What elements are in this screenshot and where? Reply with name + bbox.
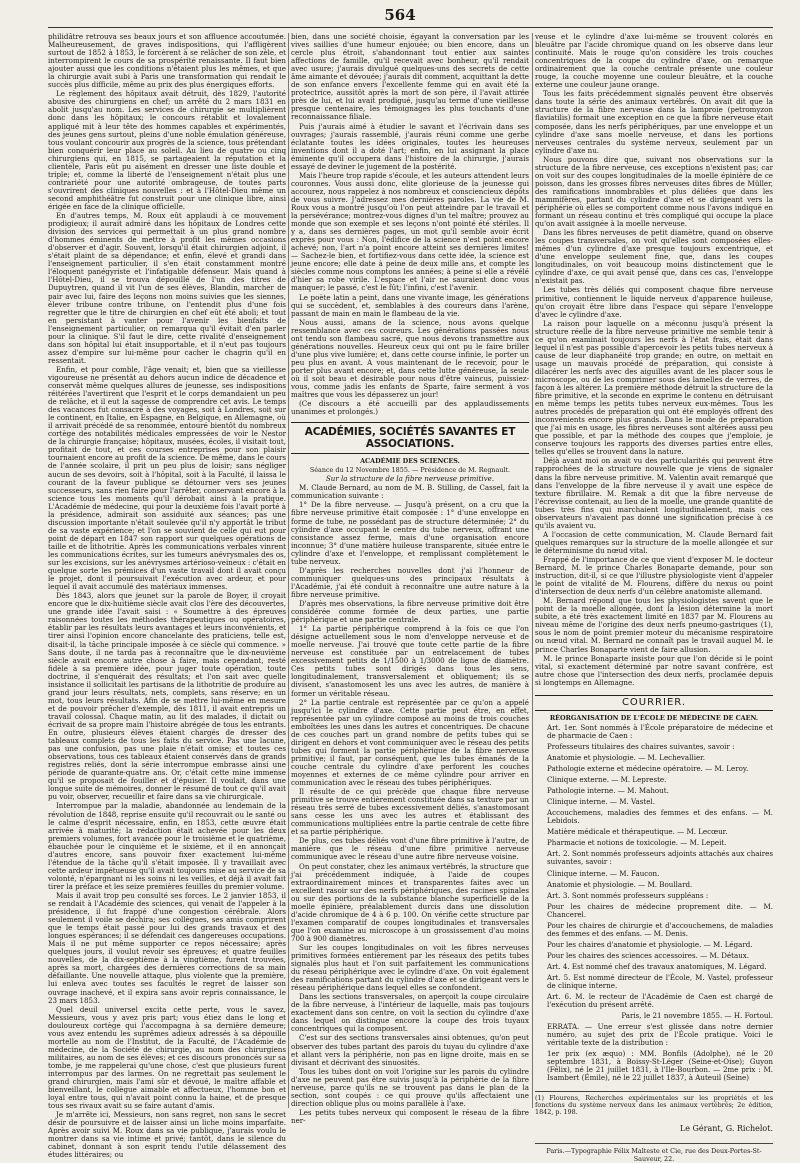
- courrier-item: Clinique externe. — M. Lepreste.: [547, 775, 667, 785]
- courrier-item: Matière médicale et thérapeutique. — M. Lecœur.: [547, 827, 728, 837]
- paragraph: Tous les tubes dont on voit l'origine sur les parois du cylindre d'axe ne peuvent pas être suivis jusqu'à la périphérie de la fibre nerveuse, parce qu'ils ne se trouvent pas dans le plan de la section, sont coupés : ce qui prouve qu'ils affectaient une direction oblique plus ou moins parallèle à l'axe.: [291, 1066, 529, 1108]
- courrier-item: Pour les chaires de chirurgie et d'accouchemens, de maladies des femmes et des enfans. — M. Denis.: [547, 920, 773, 938]
- paragraph: Sur les coupes longitudinales on voit les fibres nerveuses primitives formées entièrement par les réseaux des petits tubes signalés plus haut et l'on suit parfaitement les communications du réseau périphérique avec le cylindre d'axe. On voit également des ramifications partant du cylindre d'axe et se dirigeant vers le réseau périphérique dans lequel elles se confondent.: [291, 942, 529, 993]
- paragraph: Interrompue par la maladie, abandonnée au lendemain de la révolution de 1848, reprise ensuite qu'il recouvrait ou le santé ou le calme d'esprit nécessaire, enfin, en 1853, cette œuvre était arrivée à maturité; la rédaction était achevée pour les deux premiers volumes, fort avancée pour le troisième et le quatrième, ébauchée pour le cinquième et le sixième, et il en annonçait d'autres encore, sans pouvoir fixer exactement lui-même l'étendue de la tâche qu'il s'était imposée. Il y travaillait avec cette ardeur impétueuse qu'il avait toujours mise au service de sa volonté, n'épargnant ni les soins ni les veilles, et déjà il avait fait tirer la préface et les seize premières feuilles du premier volume.: [48, 801, 286, 891]
- signature-line: Paris, le 21 novembre 1855. — H. Fortoul.: [621, 1011, 773, 1021]
- paragraph: Dans les sections transversales, on aperçoit la coupe circulaire de la fibre nerveuse, à l'intérieur de laquelle, mais pas toujours exactement dans son centre, on voit la section du cylindre d'axe dans lequel on distingue encore la coupe des trois tuyaux concentriques qui la composent.: [291, 992, 529, 1034]
- paragraph: En d'autres temps, M. Roux eût applaudi à ce mouvement prodigieux; il aurait admiré dans les hôpitaux de Londres cette division des services qui permettait à un plus grand nombre d'hommes éminents de mettre à profit les mêmes occasions d'observer et d'agir. Souvent, lorsqu'il était chirurgien adjoint, il s'était plaint de sa dépendance; et enfin, élevé et grandi dans l'enseignement particulier, il s'en était constamment montré l'éloquent panégyriste et l'infatigable défenseur. Mais quand à l'Hôtel-Dieu, il se trouva dépouillé de l'un des titres de Dupuytren, quand il vit l'un de ses élèves, Blandin, marcher de pair avec lui, faire des leçons non moins suivies que les siennes, élever tribune contre tribune, on l'entendit plus d'une fois regretter que le titre de chirurgien en chef eût été aboli; et tout en persistant à vanter pour l'avenir les bienfaits de l'enseignement particulier, on remarqua qu'il évitait d'en parler pour la clinique. S'il faut le dire, cette rivalité d'enseignement dans son hôpital lui était insupportable, et il n'eut pas toujours assez d'empire sur lui-même pour cacher le chagrin qu'il en ressentait.: [48, 211, 286, 365]
- paragraph: Dès 1843, alors que jeunet sur la parole de Boyer, il croyait encore que le dix-huitième siècle avait clos l'ère des découvertes, une grande idée l'avait saisi : « Soumettre à des épreuves raisonnées toutes les méthodes thérapeutiques ou opératoires, établir par les résultats leurs avantages et leurs inconvénients, et tirer ainsi l'opinion encore chancelante des praticiens, telle est, disait-il, la tâche principale imposée à ce siècle qui commence. » Sans doute, il ne tarda pas à reconnaître que le dix-neuvième siècle avait encore autre chose à faire, mais cependant, resté fidèle à sa première idée, pour juger toute opération, toute doctrine, il s'enquérait des résultats; et l'on sait avec quelle insistance il sollicitait les partisans de la lithotritie de produire au grand jour leurs résultats, nets, complets, sans réserve; en un mot, tous leurs résultats. Afin de se mettre lui-même en mesure et de pouvoir prêcher d'exemple, dès 1811, il avait entrepris un travail colossal. Chaque matin, au lit des malades, il dictait ou écrivait de sa propre main l'histoire abrégée de tous les entrants. En outre, plusieurs élèves étaient chargés de dresser des tableaux complets de tous les faits du service. Pas une lacune, pas une confusion, pas une plaie n'était omise; et toutes ces observations, tous ces tableaux étaient conservés dans de grands registres reliés, dont la série interrompue embrasse ainsi une période de quarante-quatre ans. Or, c'était cette mine immense qu'il se proposait de fouiller et d'épuiser. Il voulait, dans une longue suite de mémoires, donner le résumé de tout ce qu'il avait pu voir, observer, recueillir et faire dans sa vie chirurgicale.: [48, 591, 286, 802]
- column-1: [48, 32, 286, 1160]
- courrier-item: Pharmacie et notions de toxicologie. — M. Lepeit.: [547, 838, 727, 848]
- paragraph: Puis j'aurais aimé à étudier le savant et l'écrivain dans ses ouvrages; j'aurais rassemblé, j'aurais réuni comme une gerbe éclatante toutes les idées originales, toutes les heureuses inventions dont il a doté l'art; enfin, en lui assignant la place éminente qu'il occupera dans l'histoire de la chirurgie, j'aurais essayé de deviner le jugement de la postérité.: [291, 121, 529, 171]
- paragraph: philidâtre retrouva ses beaux jours et son affluence accoutumée. Malheureusement, de graves indispositions, qui l'affligèrent surtout de 1852 à 1853, le forcèrent à se relâcher de son zèle, et interrompirent le cours de sa prospérité renaissante. Il faut bien ajouter aussi que les conditions n'étaient plus les mêmes, et que la chirurgie avait subi à Paris une transformation qui rendait le succès plus difficile, même au prix des plus énergiques efforts.: [48, 32, 286, 90]
- paragraph: Il résulte de ce qui précède que chaque fibre nerveuse primitive se trouve entièrement constituée dans sa texture par un réseau très serré de tubes excessivement déliés, s'anastomosant sans cesse les uns avec les autres et établissant des communications multipliées entre la partie centrale de cette fibre et sa partie périphérique.: [291, 787, 529, 837]
- topic-line: Sur la structure de la fibre nerveuse primitive.: [325, 474, 495, 484]
- courrier-item: Art. 6. M. le recteur de l'Académie de Caen est chargé de l'exécution du présent arrêté.: [547, 992, 773, 1010]
- paragraph: Enfin, et pour comble, l'âge venait; et, bien que sa vieillesse vigoureuse ne présentât au dehors aucun indice de décadence et conservât même quelques allures de jeunesse, ses indispositions réitérées l'avertirent que l'esprit et le corps demandaient un peu de relâche, et il eut la sagesse de comprendre cet avis. Le temps des vacances fut consacré à des voyages, soit à Londres, soit sur le continent, en Italie, en Espagne, en Belgique, en Allemagne, où il arrivait précédé de sa renommée, entouré bientôt du nombreux cortège des notabilités médicales empressées de voir le Nestor de la chirurgie française; hôpitaux, musées, écoles, il visitait tout, profitait de tout, et ces courses entreprises pour son plaisir tournaient encore au profit de la science. De même, dans le cours de l'année scolaire, il prit un peu plus de loisir; sans négliger aucun de ses devoirs, soit à l'hôpital, soit à la Faculté, il laissa le courant de la faveur publique se détourner vers ses jeunes successeurs, sans rien faire pour l'arrêter, conservant encore à la science tous les moments qu'il dérobait ainsi à la pratique. L'Académie de médecine, qui pour la deuxième fois l'avait porté à la présidence, admirait son assiduité aux séances; pas une discussion importante n'était soulevée qu'il n'y apportât le tribut de sa vaste expérience; et l'on se souvient de celle qui eut pour point de départ en 1847 son rapport sur quelques opérations de taille et de lithotritie. Après les communications verbales vinrent les communications écrites, sur les tumeurs anévrysmales des os, sur les excisions, sur les anévrysmes artérioso-veineux : c'était en quelque sorte les prémices d'un vaste travail dont il avait conçu le projet, dont il poursuivait l'exécution avec ardeur, et pour lequel il avait accumulé des matériaux immenses.: [48, 364, 286, 592]
- paragraph: 1° La partie périphérique comprend à la fois ce que l'on désigne actuellement sous le nom d'enveloppe nerveuse et de moelle nerveuse. J'ai trouvé que toute cette partie de la fibre nerveuse est constituée par un entrelacement de tubes excessivement petits de 1/1500 à 1/3000 de ligne de diamètre. Ces petits tubes sont dirigés dans tous les sens, longitudinalement, transversalement et obliquement; ils se divisent, s'anastomosent les uns avec les autres, de manière à former un véritable réseau.: [291, 624, 529, 698]
- courrier-item: Pour les chaires de médecine proprement dite. — M. Chancerel.: [547, 901, 773, 919]
- courrier-title: COURRIER.: [535, 695, 773, 711]
- paragraph: 1° De la fibre nerveuse. — Jusqu'à présent, on a cru que la fibre nerveuse primitive était composée : 1° d'une enveloppe en forme de tube, ne possédant pas de structure déterminée; 2° du cylindre d'axe occupant le centre du tube nerveux, offrant une consistance assez ferme, mais d'une organisation encore inconnue; 3° d'une matière huileuse transparente, située entre le cylindre d'axe et l'enveloppe, et remplissant complètement le tube nerveux.: [291, 500, 529, 566]
- paragraph: Le poète latin a peint, dans une vivante image, les générations qui se succèdent, et, semblables à des coureurs dans l'arène, passant de main en main le flambeau de la vie.: [291, 292, 529, 318]
- paragraph: C'est sur des sections transversales ainsi obtenues, qu'on peut observer des tubes partant des parois du tuyau du cylindre d'axe et allant vers la périphérie, non pas en ligne droite, mais en se divisant et décrivant des sinuosités.: [291, 1033, 529, 1067]
- column-3: [535, 32, 773, 1163]
- paragraph: M. le prince Bonaparte insiste pour que l'on décide si le point vital, si exactement déterminé par notre savant confrère, est autre chose que l'intersection des deux nerfs, proclamée depuis si longtemps en Allemagne.: [535, 653, 773, 687]
- courrier-item: Art. 4. Est nommé chef des travaux anatomiques, M. Légard.: [547, 961, 767, 971]
- paragraph: Frappé de l'importance de ce que vient d'exposer M. le docteur Bernard, M. le prince Charles Bonaparte demande, pour son instruction, dit-il, si ce que l'illustre physiologiste vient d'appeler le point de vitalité de M. Flourens, diffère du nexus ou point d'intersection de deux nerfs d'un célèbre anatomiste allemand.: [535, 555, 773, 597]
- printer-line: Paris.—Typographie Félix Malteste et Cie, rue des Deux-Portes-St-Sauveur, 22.: [535, 1143, 773, 1163]
- paragraph: D'après mes observations, la fibre nerveuse primitive doit être considérée comme formée de deux parties, une partie périphérique et une partie centrale.: [291, 599, 529, 625]
- column-divider: [532, 33, 533, 1108]
- courrier-item: Pathologie externe et médecine opératoire. — M. Leroy.: [547, 764, 749, 774]
- paragraph: bien, dans une société choisie, égayant la conversation par les vives saillies d'une humeur enjouée; ou bien encore, dans un cercle plus étroit, s'abandonnant tout entier aux saintes affections de famille, qu'il recevait avec bonheur, qu'il rendait avec usure; j'aurais divulgué quelques-uns des secrets de cette âme aimante et dévouée; j'aurais dit comment, acquittant la dette de son enfance envers l'excellente femme qui en avait été la protectrice, aussitôt après la mort de son père, il l'avait attirée près de lui, et lui avait prodigué, jusqu'au terme d'une vieillesse presque centenaire, les témoignages les plus touchants d'une reconnaissance filiale.: [291, 32, 529, 122]
- paragraph: Les tubes très déliés qui composent chaque fibre nerveuse primitive, contiennent le liquide nerveux d'apparence huileuse, qu'on croyait être libre dans l'espace qui sépare l'enveloppe d'avec le cylindre d'axe.: [535, 285, 773, 319]
- courrier-item: Anatomie et physiologie. — M. Lechevallier.: [547, 752, 706, 762]
- courrier-item: Art. 5. Est nommé directeur de l'École, M. Vastel, professeur de clinique interne.: [547, 972, 773, 991]
- courrier-subtitle: RÉORGANISATION DE L'ÉCOLE DE MÉDECINE DE CAEN.: [549, 713, 759, 722]
- paragraph: Les petits tubes nerveux qui composent le réseau de la fibre ner-: [291, 1107, 529, 1125]
- errata-item: ERRATA. — Une erreur s'est glissée dans notre dernier numéro, au sujet des prix de l'École pratique. Voici le véritable texte de la distribution :: [547, 1022, 773, 1048]
- courrier-item: Art. 2. Sont nommés professeurs adjoints attachés aux chaires suivantes, savoir :: [547, 849, 773, 867]
- paragraph: On peut constater, chez les animaux vertébrés, la structure que j'ai précédemment indiquée, à l'aide de coupes extraordinairement minces et transparentes faites avec un excellent rasoir sur des nerfs périphériques, des racines spinales ou sur des portions de la substance blanche superficielle de la moelle épinière, préalablement durcis dans une dissolution d'acide chromique de 4 à 6 p. 100. On vérifie cette structure par l'examen comparatif de coupes longitudinales et transversales que l'on examine au microscope à un grossissement d'au moins 700 à 900 diamètres.: [291, 861, 529, 943]
- paragraph: (Ce discours a été accueilli par des applaudissements unanimes et prolongés.): [291, 399, 529, 417]
- paragraph: La raison pour laquelle on a méconnu jusqu'à présent la structure réelle de la fibre nerveuse primitive me semble tenir à ce qu'on examinait toujours les nerfs à l'état frais, était dans lequel il n'est pas possible d'apercevoir les petits tubes nerveux à cause de leur diaphanéité trop grande; en outre, on mettait en usage un mauvais procédé de préparation, qui consiste à dilacérer les nerfs avec des aiguilles avant de les placer sous le microscope, ou de les comprimer sous des lamelles de verres, de façon à les altérer. La première méthode détruit la structure de la fibre primitive, et la seconde en exprime le contenu en détruisant en même temps les petits tubes nerveux eux-mêmes. Tous les autres procédés de préparation qui ont été employés offrent des inconvénients encore plus grands. Dans le mode de préparation que j'ai mis en usage, les fibres nerveuses sont altérées aussi peu que possible, et par la méthode des coupes que j'emploie, je conserve toujours les rapports des diverses parties entre elles, telles qu'elles se trouvent dans la nature.: [535, 318, 773, 457]
- courrier-item: Art. 1er. Sont nommés à l'École préparatoire de médecine et de pharmacie de Caen :: [547, 722, 773, 740]
- courrier-item: Pour les chaires d'anatomie et physiologie. — M. Légard.: [547, 939, 753, 949]
- courrier-item: Clinique interne. — M. Faucon.: [547, 868, 660, 878]
- paragraph: veuse et le cylindre d'axe lui-même se trouvent colorés en bleuâtre par l'acide chromique quand on les observe dans leur continuité. Mais le rouge qu'on considère les trois couches concentriques de la coupe du cylindre d'axe, on remarque ordinairement que la couche centrale présente une couleur rouge, la couche moyenne une couleur bleuâtre, et la couche externe une couleur jaune orange.: [535, 32, 773, 90]
- paragraph: A l'occasion de cette communication, M. Claude Bernard fait quelques remarques sur la structure de la moelle allongée et sur le déterminisme du nœud vital.: [535, 529, 773, 555]
- courrier-item: Pour les chaires des sciences accessoires. — M. Détaux.: [547, 950, 750, 960]
- courrier-list: [535, 723, 773, 1085]
- column-2: [291, 32, 529, 1125]
- paragraph: De plus, ces tubes déliés vont d'une fibre primitive à l'autre, de manière que le réseau d'une fibre primitive nerveuse communique avec le réseau d'une autre fibre nerveuse voisine.: [291, 836, 529, 862]
- courrier-item: Professeurs titulaires des chaires suivantes, savoir :: [547, 741, 735, 751]
- footnote: (1) Flourens, Recherches expérimentales sur les propriétés et les fonctions du système nerveux dans les animaux vertébrés; 2e édition, 1842, p. 198.: [535, 1091, 773, 1117]
- paragraph: Tous les faits précédemment signalés peuvent être observés dans toute la série des animaux vertébrés. On avait dit que la structure de la fibre nerveuse dans la lamproie (petromyzon flaviatilis) formait une exception en ce que la fibre nerveuse était composée, dans les nerfs périphériques, par une enveloppe et un cylindre d'axe sans moelle nerveuse, et dans les portions nerveuses centrales du système nerveux, seulement par un cylindre d'axe nu.: [535, 89, 773, 155]
- header-rule: [48, 27, 773, 28]
- errata-item: 1er prix (ex æquo) : MM. Bonfils (Adolphe), né le 20 septembre 1831, à Boissy-St-Léger (Seine-et-Oise); Guyon (Félix), né le 21 juillet 1831, à l'Ile-Bourbon. — 2me prix : M. Isambert (Émile), né le 22 juillet 1837, à Auteuil (Seine): [547, 1049, 773, 1083]
- paragraph: 2° La partie centrale est représentée par ce qu'on a appelé jusqu'ici le cylindre d'axe. Cette partie peut être, en effet, représentée par un cylindre composé au moins de trois couches emboîtées les unes dans les autres et concentriques. De chacune de ces couches part un grand nombre de petits tubes qui se dirigent en dehors et vont communiquer avec le réseau des petits tubes qui forment la partie périphérique de la fibre nerveuse primitive; il faut, par conséquent, que les tubes émanés de la couche centrale du cylindre d'axe perforent les couches moyennes et externes de ce même cylindre pour arriver en communication avec le réseau des tubes périphériques.: [291, 697, 529, 788]
- section-subtitle: ACADÉMIE DES SCIENCES.: [360, 457, 460, 466]
- courrier-item: Anatomie et physiologie. — M. Boullard.: [547, 879, 693, 889]
- paragraph: Quel deuil universel excita cette perte, vous le savez, Messieurs, vous y avez pris part; vous étiez dans le long et douloureux cortège qui l'accompagna à sa dernière demeure; vous avez entendu les suprêmes adieux adressés à sa dépouille mortelle au nom de l'Institut, de la Faculté, de l'Académie de médecine, de la Société de chirurgie, au nom des chirurgiens militaires, au nom de ses élèves; et ces discours prononcés sur sa tombe, je me rappelerai qu'une chose, c'est que plusieurs furent interrompus par des larmes. On ne regrettait pas seulement le grand chirurgien, mais l'ami sûr et dévoué, le maître affable et bienveillant, le collègue aimable et affectueux, l'homme bon et loyal entre tous, qui n'avait point connu la haine, et de presque tous ses rivaux avait su se faire autant d'amis.: [48, 1004, 286, 1111]
- paragraph: Le règlement des hôpitaux avait détruit, dès 1829, l'autorité abusive des chirurgiens en chef; un arrêté du 2 mars 1831 en abolit jusqu'au nom. Les services de chirurgie se multiplièrent donc dans les hôpitaux; le concours rétablit et lovalement appliqué mit à leur tête des hommes capables et expérimentés, des jeunes gens surtout, pleins d'une noble émulation généreuse, tous voulant concourir aux progrès de la science, tous prétendant bien conquérir leur place au soleil. Au lieu de quatre ou cinq chirurgiens qui, en 1815, se partageaient la réputation et la clientèle, Paris eût pu aisément en dresser une liste double et triple; et, comme la liberté de l'enseignement n'était plus une contrariété pour une autorité ombrageuse, de toutes parts s'ouvrirent des cliniques nouvelles : et à l'Hôtel-Dieu même un second amphithéâtre fut construit pour une clinique libre, ainsi érigée en face de la clinique officielle.: [48, 89, 286, 211]
- paragraph: D'après les recherches nouvelles dont j'ai l'honneur de communiquer quelques-uns des principaux résultats à l'Académie, j'ai été conduit à reconnaître une autre nature à la fibre nerveuse primitive.: [291, 565, 529, 599]
- paragraph: Nous pouvons dire que, suivant nos observations sur la structure de la fibre nerveuse, ces exceptions n'existent pas; car on voit sur des coupes longitudinales de la moelle épinière de ce poisson, dans les grosses fibres nerveuses dites fibres de Müller, des ramifications innombrables et plus déliées que dans les mammifères, partant du cylindre d'axe et se dirigeant vers la périphérie où elles se comportent comme nous l'avons indiqué en formant un réseau continu et très compliqué qui occupe la place qu'on avait assignée à la moelle nerveuse.: [535, 154, 773, 229]
- gerant-signature: Le Gérant, G. Richelot.: [679, 1123, 773, 1133]
- paragraph: Dans les fibres nerveuses de petit diamètre, quand on observe les coupes transversales, on voit qu'elles sont composées elles-mêmes d'un cylindre d'axe presque toujours excentrique, et d'une enveloppe seulement fine, que, dans les coupes longitudinales, on voit beaucoup moins distinctement que le cylindre d'axe, ce qui avait pensé que, dans ces cas, l'enveloppe n'existait pas.: [535, 228, 773, 286]
- section-title: ACADÉMIES, SOCIÉTÉS SAVANTES ET ASSOCIATIONS.: [291, 422, 529, 454]
- courrier-item: Art. 3. Sont nommés professeurs suppléans :: [547, 890, 709, 900]
- paragraph: Nous aussi, amans de la science, nous avons quelque ressemblance avec ces coureurs. Les générations passées nous ont tendu son flambeau sacré, que nous devons transmettre aux générations nouvelles. Heureux ceux qui ont pu le faire briller d'une plus vive lumière; et, dans cette course infinie, le porter un peu plus en avant. A vous maintenant de le recevoir, pour le porter plus avant encore; et, dans cette lutte généreuse, la seule où il soit beau et désirable pour nous d'être vaincus, puissiez-vous, comme jadis les enfants de Sparte, faire serment à vos maîtres que vous les dépasserez un jour!: [291, 317, 529, 400]
- paragraph: M. Bernard répond que tous les physiologistes savent que le point de la moelle allongée, dont la lésion détermine la mort subite, a été très exactement limité en 1837 par M. Flourens au niveau même de l'origine des deux nerfs pneumo-gastriques (1), sous le nom de point premier moteur du mécanisme respiratoire ou nœud vital. M. Bernard ne connaît pas le travail auquel M. le prince Charles Bonaparte vient de faire allusion.: [535, 596, 773, 654]
- paragraph: M. Claude Bernard, au nom de M. B. Stilling, de Cassel, fait la communication suivante :: [291, 483, 529, 501]
- paragraph: Mais il avait trop peu consulté ses forces. Le 2 janvier 1853, il se rendait à l'Académie des sciences, qui venait de l'appeler à la présidence, il fut frappé d'une congestion cérébrale. Alors seulement il voile se déchira; ses collègues, ses amis comprirent que le temps était passé pour lui des grands travaux et des longues espérances; il se défendait ces dangereuses occupations. Mais il ne put même supporter ce repos nécessaire; après quelques jours, il voulut revoir ses épreuves; et quatre feuilles nouvelles, de la dix-septième à la vingtième, furent trouvées, après sa mort, chargées des dernières corrections de sa main défaillante. Une nouvelle attaque, plus violente que la première, lui enleva avec toutes ses facultés le regret de laisser son ouvrage inachevé, et il expira sans avoir repris connaissance, le 23 mars 1853.: [48, 890, 286, 1005]
- courrier-item: Accouchemens, maladies des femmes et des enfans. — M. Lebidois.: [547, 808, 773, 826]
- paragraph: Mais l'heure trop rapide s'écoule, et les auteurs attendent leurs couronnes. Vous aussi donc, elite glorieuse de la jeunesse qui accourez, nous rappelez à nos nombreux et consciencieux dépôts de vous suivre. J'adressez mes dernières paroles. La vie de M. Roux vous a montré jusqu'où l'on peut atteindre par le travail et la persévérance; montrez-vous dignes d'un tel maître; prouvez au monde que son exemple et ses leçons n'ont pointé été stériles. Il y a, dans ses dernières pages, un mot qu'il semble avoir écrit exprès pour vous : Non, l'édifice de la science n'est point encore achevé; non, l'art n'a point encore atteint ses dernières limites! — Sachez-le bien, et fortifiez-vous dans cette idée, la science est jeune encore; elle date à peine de deux mille ans, et compte les siècles comme nous comptons les années; à peine si elle a révélé d'hier sa robe virile. L'espace et l'air ne sauraient donc vous manquer; le passé, c'est le fût; l'infini, c'est l'avenir.: [291, 170, 529, 293]
- page-number: 564: [384, 6, 416, 24]
- courrier-item: Clinique interne. — M. Vastel.: [547, 797, 655, 807]
- paragraph: Je m'arrête ici, Messieurs, non sans regret, non sans le secret désir de poursuivre et de laisser ainsi un liche moins imparfaite. Après avoir suivi M. Roux dans sa vie publique, j'aurais voulu le montrer dans sa vie intime et privé; tantôt, dans le silence du cabinet, donnant à son esprit tendu l'utile délassement des études littéraires; ou: [48, 1110, 286, 1160]
- meeting-line: Séance du 12 Novembre 1855. — Présidence de M. Regnault.: [309, 466, 511, 475]
- paragraph: Déjà avant moi on avait vu des particularités qui peuvent être rapprochées de la structure nouvelle que je viens de signaler dans la fibre nerveuse primitive. M. Valentin avait remarqué que dans l'enveloppe de la fibre nerveuse il y avait une espèce de texture fibrillaire. M. Remak a dit que la fibre nerveuse de l'écrevisse contenait, au lieu de la moelle, une grande quantité de tubes très fins qui marchaient longitudinalement, mais ces observateurs n'avaient pas donné une signification précise à ce qu'ils avaient vu.: [535, 456, 773, 530]
- column-divider: [288, 33, 289, 1108]
- courrier-item: Pathologie interne. — M. Mahout.: [547, 786, 669, 796]
